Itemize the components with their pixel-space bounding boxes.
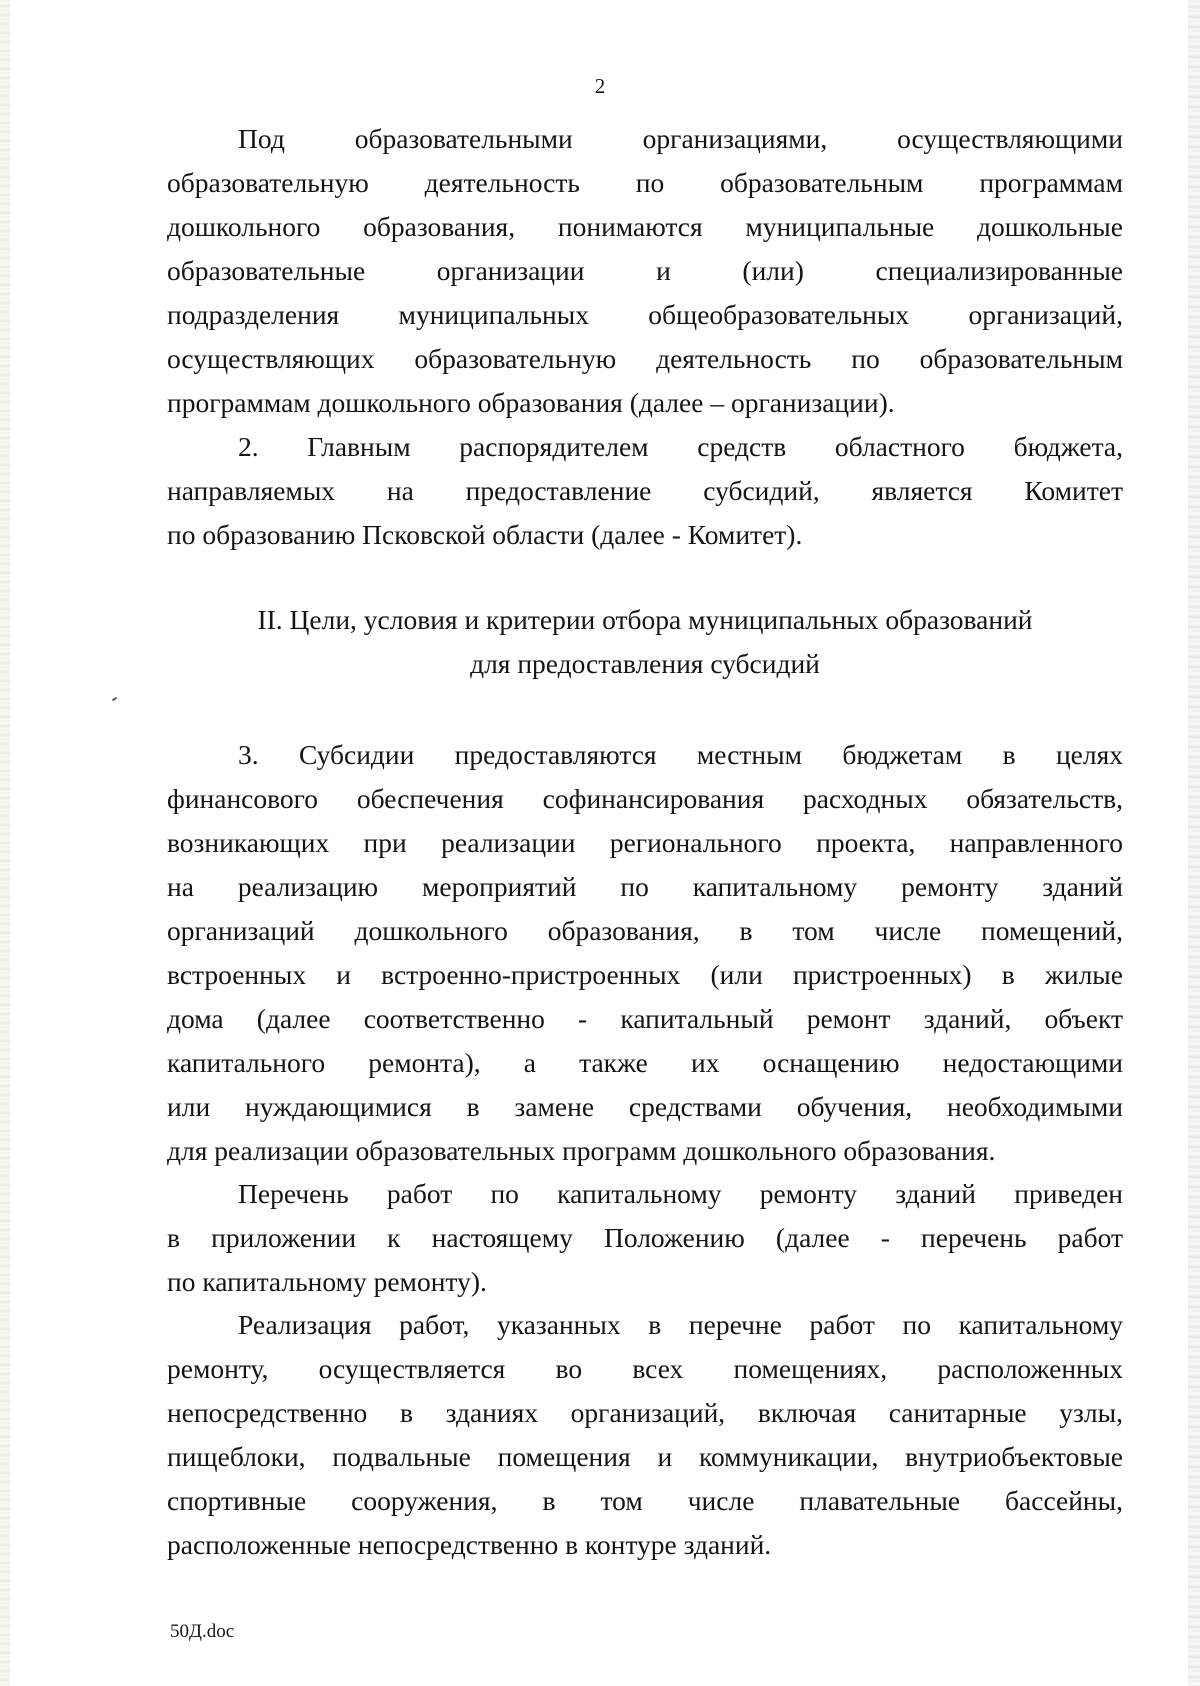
paragraph-works-scope [167,1303,1123,1567]
paragraph-item-3 [167,733,1123,1173]
paragraph-line: спортивные сооружения, в том числе плавательные бассейны, [167,1485,1123,1516]
section-heading [167,598,1123,686]
paragraph-item-2 [167,425,1123,557]
paragraph-line: осуществляющих образовательную деятельность по образовательным [167,343,1123,374]
paragraph-line: подразделения муниципальных общеобразовательных организаций, [167,299,1123,330]
paragraph-works-list [167,1172,1123,1304]
section-heading-line-2: для предоставления субсидий [470,648,820,679]
paragraph-line: по образованию Псковской области (далее - Комитет). [167,519,803,550]
paragraph-definition [167,117,1123,425]
paragraph-line: пищеблоки, подвальные помещения и коммуникации, внутриобъектовые [167,1441,1123,1472]
paragraph-line: организаций дошкольного образования, в том числе помещений, [167,915,1123,946]
paragraph-line: 3. Субсидии предоставляются местным бюджетам в целях [238,739,1123,770]
paragraph-line: образовательную деятельность по образовательным программам [167,167,1123,198]
section-heading-line-1: II. Цели, условия и критерии отбора муниципальных образований [257,604,1033,635]
scan-edge-right [1188,0,1200,1686]
paragraph-line: капитального ремонта), а также их оснащению недостающими [167,1047,1123,1078]
paragraph-line: встроенных и встроенно-пристроенных (или пристроенных) в жилые [167,959,1123,990]
paragraph-line: или нуждающимися в замене средствами обучения, необходимыми [167,1091,1123,1122]
paragraph-line: дома (далее соответственно - капитальный ремонт зданий, объект [167,1003,1123,1034]
paragraph-line: программам дошкольного образования (далее – организации). [167,387,895,418]
page-number: 2 [594,74,606,98]
paragraph-line: Перечень работ по капитальному ремонту зданий приведен [238,1178,1123,1209]
paragraph-line: по капитальному ремонту). [167,1266,487,1297]
paragraph-line: для реализации образовательных программ дошкольного образования. [167,1135,996,1166]
paragraph-line: финансового обеспечения софинансирования расходных обязательств, [167,783,1123,814]
paragraph-line: дошкольного образования, понимаются муниципальные дошкольные [167,211,1123,242]
paragraph-line: на реализацию мероприятий по капитальному ремонту зданий [167,871,1123,902]
paragraph-line: образовательные организации и (или) специализированные [167,255,1123,286]
paragraph-line: в приложении к настоящему Положению (далее - перечень работ [167,1222,1123,1253]
paragraph-line: Под образовательными организациями, осуществляющими [238,123,1123,154]
paragraph-line: ремонту, осуществляется во всех помещениях, расположенных [167,1353,1123,1384]
paragraph-line: расположенные непосредственно в контуре зданий. [167,1529,772,1560]
footer-filename: 50Д.doc [170,1621,235,1642]
paragraph-line: Реализация работ, указанных в перечне работ по капитальному [238,1309,1123,1340]
paragraph-line: непосредственно в зданиях организаций, включая санитарные узлы, [167,1397,1123,1428]
scan-speck [112,697,117,702]
scan-edge-left [0,0,10,1686]
paragraph-line: возникающих при реализации регионального проекта, направленного [167,827,1123,858]
paragraph-line: направляемых на предоставление субсидий, является Комитет [167,475,1123,506]
paragraph-line: 2. Главным распорядителем средств областного бюджета, [238,431,1123,462]
